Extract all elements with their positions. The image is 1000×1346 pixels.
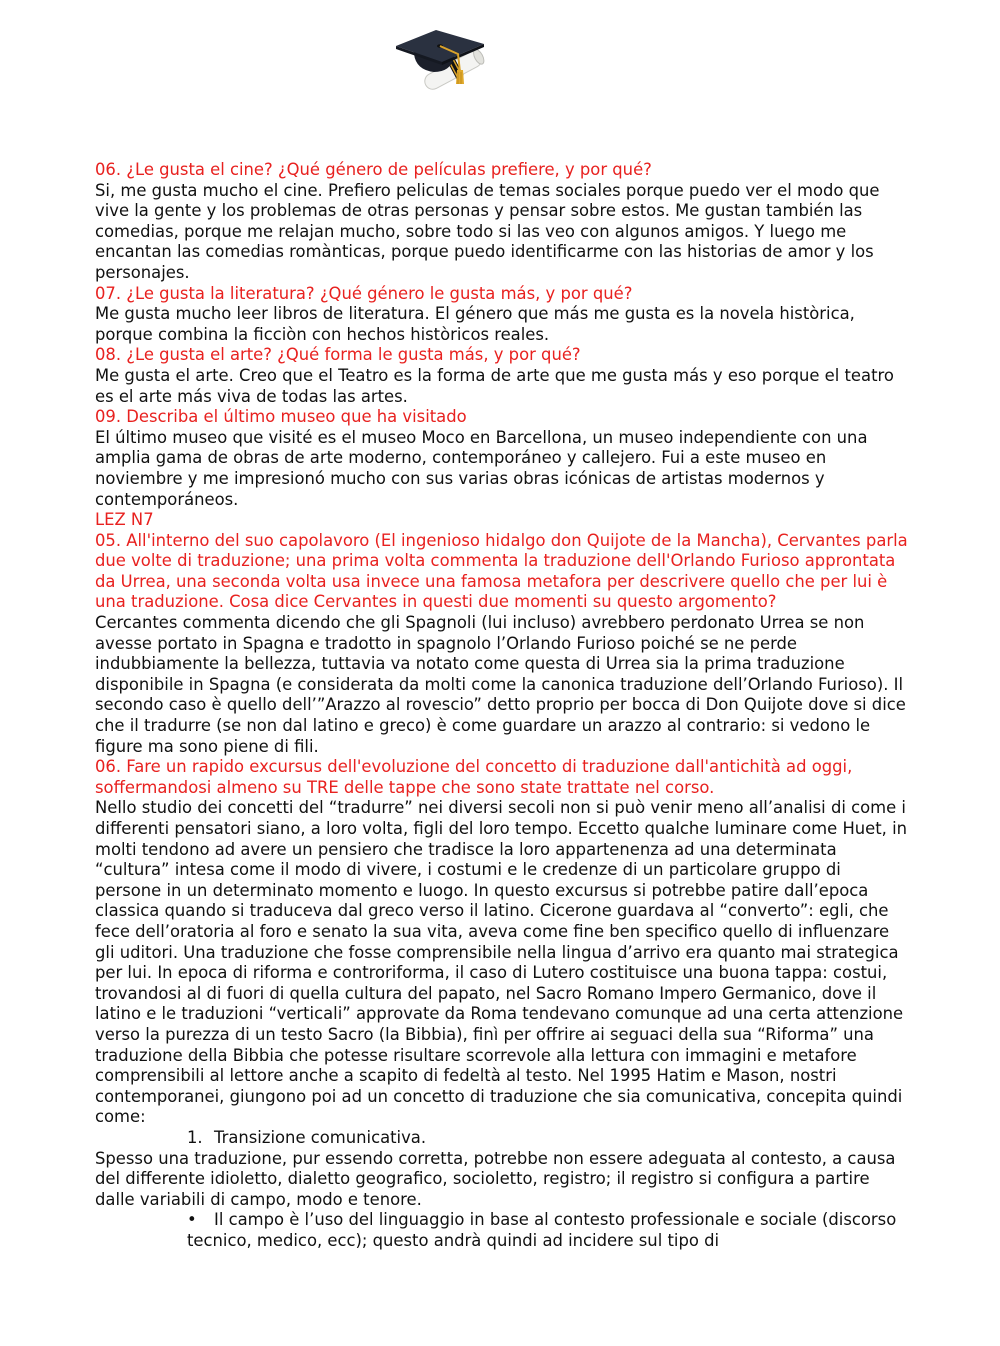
bullet-item-text: Il campo è l’uso del linguaggio in base al contesto professionale e sociale (discorso tecnico, medico, ecc); questo andrà quindi ad incidere sul tipo di	[187, 1210, 897, 1250]
answer-museo: El último museo que visité es el museo Moco en Barcellona, un museo independiente con una amplia gama de obras de arte moderno, contemporáneo y callejero. Fui a este museo en noviembre y me impresionó mucho con sus varias obras icónicas de artistas modernos y contemporáneos.	[95, 427, 868, 509]
document-body	[95, 160, 910, 1251]
question-excursus: 06. Fare un rapido excursus dell'evoluzione del concetto di traduzione dall'antichità ad oggi, soffermandosi almeno su TRE delle tappe che sono state trattate nel corso.	[95, 757, 853, 797]
numbered-list-item	[95, 1128, 910, 1149]
graduation-cap-diploma-icon	[392, 26, 492, 96]
answer-cine: Si, me gusta mucho el cine. Prefiero peliculas de temas sociales porque puedo ver el modo que vive la gente y los problemas de otras personas y pensar sobre estos. Me gustan también las comedias, porque me relajan mucho, sobre todo si las veo con algunos amigos. Y luego me encantan las comedias romànticas, porque puedo identificarme con las historias de amor y los personajes.	[95, 180, 880, 282]
list-number: 1.	[187, 1127, 203, 1147]
list-item-text: Transizione comunicativa.	[214, 1127, 427, 1147]
bullet-list-item	[95, 1210, 910, 1251]
answer-literatura: Me gusta mucho leer libros de literatura. El género que más me gusta es la novela històrica, porque combina la ficciòn con hechos històricos reales.	[95, 304, 855, 344]
bullet-icon: •	[187, 1210, 197, 1230]
section-heading-lez-n7: LEZ N7	[95, 510, 154, 530]
question-arte: 08. ¿Le gusta el arte? ¿Qué forma le gusta más, y por qué?	[95, 345, 581, 365]
question-cervantes: 05. All'interno del suo capolavoro (El ingenioso hidalgo don Quijote de la Mancha), Cervantes parla due volte di traduzione; una prima volta commenta la traduzione dell'Orlando Furioso approntata da Urrea, una seconda volta usa invece una famosa metafora per descrivere quello che per lui è una traduzione. Cosa dice Cervantes in questi due momenti su questo argomento?	[95, 530, 908, 612]
question-museo: 09. Describa el último museo que ha visitado	[95, 407, 467, 427]
paragraph-registro: Spesso una traduzione, pur essendo corretta, potrebbe non essere adeguata al contesto, a causa del differente idioletto, dialetto geografico, socioletto, registro; il registro si configura a partire dalle variabili di campo, modo e tenore.	[95, 1148, 896, 1209]
question-literatura: 07. ¿Le gusta la literatura? ¿Qué género le gusta más, y por qué?	[95, 283, 633, 303]
answer-cervantes: Cercantes commenta dicendo che gli Spagnoli (lui incluso) avrebbero perdonato Urrea se non avesse portato in Spagna e tradotto in spagnolo l’Orlando Furioso poiché se ne perde indubbiamente la bellezza, tuttavia va notato come questa di Urrea sia la prima traduzione disponibile in Spagna (e considerata da molti come la canonica traduzione dell’Orlando Furioso). Il secondo caso è quello dell’”Arazzo al rovescio” detto proprio per bocca di Don Quijote dove si dice che il tradurre (se non dal latino e greco) è come guardare un arazzo al contrario: si vedono le figure ma sono piene di fili.	[95, 613, 906, 756]
question-cine: 06. ¿Le gusta el cine? ¿Qué género de películas prefiere, y por qué?	[95, 160, 652, 179]
answer-excursus: Nello studio dei concetti del “tradurre” nei diversi secoli non si può venir meno all’analisi di come i differenti pensatori siano, a loro volta, figli del loro tempo. Eccetto qualche luminare come Huet, in molti tendono ad avere un pensiero che tradisce la loro appartenenza ad una determinata “cultura” intesa come il modo di vivere, i costumi e le credenze di un particolare gruppo di persone in un determinato momento e luogo. In questo excursus si potrebbe patire dall’epoca classica quando si traduceva dal greco verso il latino. Cicerone guardava al “converto”: egli, che fece dell’oratoria al foro e senato la sua vita, aveva come fine ben specifico quello di influenzare gli uditori. Una traduzione che fosse comprensibile nella lingua d’arrivo era quanto mai strategica per lui. In epoca di riforma e controriforma, il caso di Lutero costituisce una buona tappa: costui, trovandosi al di fuori di quella cultura del papato, nel Sacro Romano Impero Germanico, dove il latino e le traduzioni “verticali” approvate da Roma tendevano comunque ad una certa attenzione verso la purezza di un testo Sacro (la Bibbia), finì per offrire ai seguaci della sua “Riforma” una traduzione della Bibbia che potesse risultare scorrevole alla lettura con immagini e metafore comprensibili al lettore anche a scapito di fedeltà al testo. Nel 1995 Hatim e Mason, nostri contemporanei, giungono poi ad un concetto di traduzione che sia comunicativa, concepita quindi come:	[95, 798, 908, 1127]
answer-arte: Me gusta el arte. Creo que el Teatro es la forma de arte que me gusta más y eso porque el teatro es el arte más viva de todas las artes.	[95, 365, 894, 406]
